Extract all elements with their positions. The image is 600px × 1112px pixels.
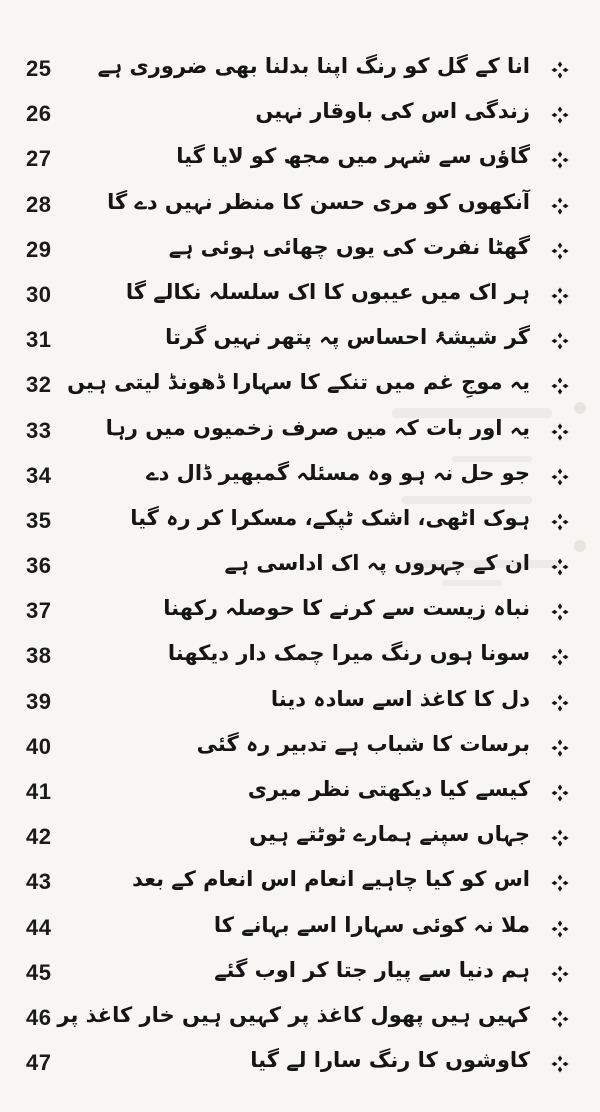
toc-page-number: 26	[26, 101, 52, 127]
toc-entry-title: کہیں ہیں پھول کاغذ پر کہیں ہیں خار کاغذ پر	[57, 1002, 530, 1027]
four-diamond-bullet-icon	[551, 242, 569, 260]
four-diamond-bullet-icon	[551, 513, 569, 531]
four-diamond-bullet-icon	[551, 694, 569, 712]
four-diamond-bullet-icon	[551, 1055, 569, 1073]
toc-entry[interactable]	[0, 956, 600, 1001]
table-of-contents	[0, 52, 600, 1091]
four-diamond-bullet-icon	[551, 332, 569, 350]
toc-entry-title: گھٹا نفرت کی یوں چھائی ہوئی ہے	[168, 234, 530, 259]
toc-entry-title: ہوک اٹھی، اشک ٹپکے، مسکرا کر رہ گیا	[130, 505, 530, 530]
toc-entry-title: یہ اور بات کہ میں صرف زخمیوں میں رہا	[105, 415, 530, 440]
toc-entry[interactable]	[0, 323, 600, 368]
toc-page-number: 39	[26, 688, 52, 714]
toc-entry-title: ان کے چہروں پہ اک اداسی ہے	[224, 551, 530, 576]
toc-entry[interactable]	[0, 820, 600, 865]
toc-entry[interactable]	[0, 97, 600, 142]
toc-page-number: 31	[26, 327, 52, 353]
toc-entry[interactable]	[0, 911, 600, 956]
toc-entry[interactable]	[0, 685, 600, 730]
toc-page-number: 47	[26, 1050, 52, 1076]
toc-entry-title: برسات کا شباب ہے تدبیر رہ گئی	[196, 731, 530, 756]
toc-page-number: 33	[26, 417, 52, 443]
toc-entry-title: نباہ زیست سے کرنے کا حوصلہ رکھنا	[163, 596, 530, 621]
toc-page-number: 38	[26, 643, 52, 669]
toc-entry[interactable]	[0, 233, 600, 278]
toc-entry-title: زندگی اس کی باوقار نہیں	[255, 99, 530, 124]
toc-page-number: 43	[26, 869, 52, 895]
toc-entry-title: گر شیشۂ احساس پہ پتھر نہیں گرتا	[165, 325, 530, 350]
four-diamond-bullet-icon	[551, 829, 569, 847]
four-diamond-bullet-icon	[551, 106, 569, 124]
toc-entry-title: سونا ہوں رنگ میرا چمک دار دیکھنا	[167, 641, 530, 666]
toc-page-number: 46	[26, 1004, 52, 1030]
four-diamond-bullet-icon	[551, 558, 569, 576]
toc-entry[interactable]	[0, 594, 600, 639]
toc-entry[interactable]	[0, 278, 600, 323]
toc-page-number: 30	[26, 281, 52, 307]
toc-page-number: 32	[26, 372, 52, 398]
toc-page-number: 40	[26, 733, 52, 759]
toc-entry[interactable]	[0, 142, 600, 187]
four-diamond-bullet-icon	[551, 1010, 569, 1028]
toc-entry-title: کیسے کیا دیکھتی نظر میری	[247, 777, 530, 801]
toc-entry[interactable]	[0, 459, 600, 504]
toc-entry-title: جو حل نہ ہو وہ مسئلہ گمبھیر ڈال دے	[146, 460, 530, 485]
toc-entry-title: اس کو کیا چاہیے انعام اس انعام کے بعد	[132, 867, 530, 892]
toc-entry[interactable]	[0, 775, 600, 820]
toc-entry-title: ہم دنیا سے پیار جتا کر اوب گئے	[214, 957, 530, 982]
four-diamond-bullet-icon	[551, 965, 569, 983]
toc-entry[interactable]	[0, 1046, 600, 1091]
toc-page-number: 25	[26, 56, 52, 81]
toc-entry[interactable]	[0, 1001, 600, 1046]
four-diamond-bullet-icon	[551, 784, 569, 802]
four-diamond-bullet-icon	[551, 377, 569, 395]
four-diamond-bullet-icon	[551, 603, 569, 621]
four-diamond-bullet-icon	[551, 874, 569, 892]
toc-page-number: 44	[26, 914, 52, 940]
toc-page-number: 35	[26, 507, 52, 533]
toc-page-number: 27	[26, 146, 52, 172]
toc-entry[interactable]	[0, 865, 600, 910]
toc-page-number: 36	[26, 553, 52, 579]
toc-page-number: 34	[26, 462, 52, 488]
toc-entry[interactable]	[0, 504, 600, 549]
toc-entry-title: انا کے گل کو رنگ اپنا بدلنا بھی ضروری ہے	[97, 54, 530, 78]
toc-entry-title: کاوشوں کا رنگ سارا لے گیا	[250, 1048, 530, 1073]
toc-entry-title: آنکھوں کو مری حسن کا منظر نہیں دے گا	[107, 189, 530, 214]
toc-entry-title: گاؤں سے شہر میں مجھ کو لایا گیا	[176, 144, 530, 169]
toc-entry[interactable]	[0, 52, 600, 97]
toc-page-number: 29	[26, 236, 52, 262]
toc-entry[interactable]	[0, 730, 600, 775]
toc-page-number: 45	[26, 959, 52, 985]
four-diamond-bullet-icon	[551, 739, 569, 757]
four-diamond-bullet-icon	[551, 197, 569, 215]
four-diamond-bullet-icon	[551, 648, 569, 666]
toc-page-number: 28	[26, 191, 52, 217]
toc-entry-title: ہر اک میں عیبوں کا اک سلسلہ نکالے گا	[125, 279, 530, 304]
toc-page-number: 37	[26, 598, 52, 624]
toc-entry[interactable]	[0, 188, 600, 233]
four-diamond-bullet-icon	[551, 61, 569, 79]
toc-page-number: 41	[26, 779, 52, 804]
four-diamond-bullet-icon	[551, 423, 569, 441]
toc-page-number: 42	[26, 824, 52, 850]
toc-entry-title: دل کا کاغذ اسے سادہ دینا	[270, 686, 530, 711]
four-diamond-bullet-icon	[551, 468, 569, 486]
toc-entry[interactable]	[0, 414, 600, 459]
toc-entry-title: ملا نہ کوئی سہارا اسے بہانے کا	[213, 912, 530, 937]
toc-entry-title: یہ موجِ غم میں تنکے کا سہارا ڈھونڈ لیتی ہیں	[67, 370, 530, 395]
four-diamond-bullet-icon	[551, 920, 569, 938]
toc-entry[interactable]	[0, 368, 600, 413]
toc-entry[interactable]	[0, 549, 600, 594]
toc-entry[interactable]	[0, 639, 600, 684]
toc-entry-title: جہاں سپنے ہمارے ٹوٹتے ہیں	[249, 822, 530, 847]
four-diamond-bullet-icon	[551, 287, 569, 305]
four-diamond-bullet-icon	[551, 151, 569, 169]
